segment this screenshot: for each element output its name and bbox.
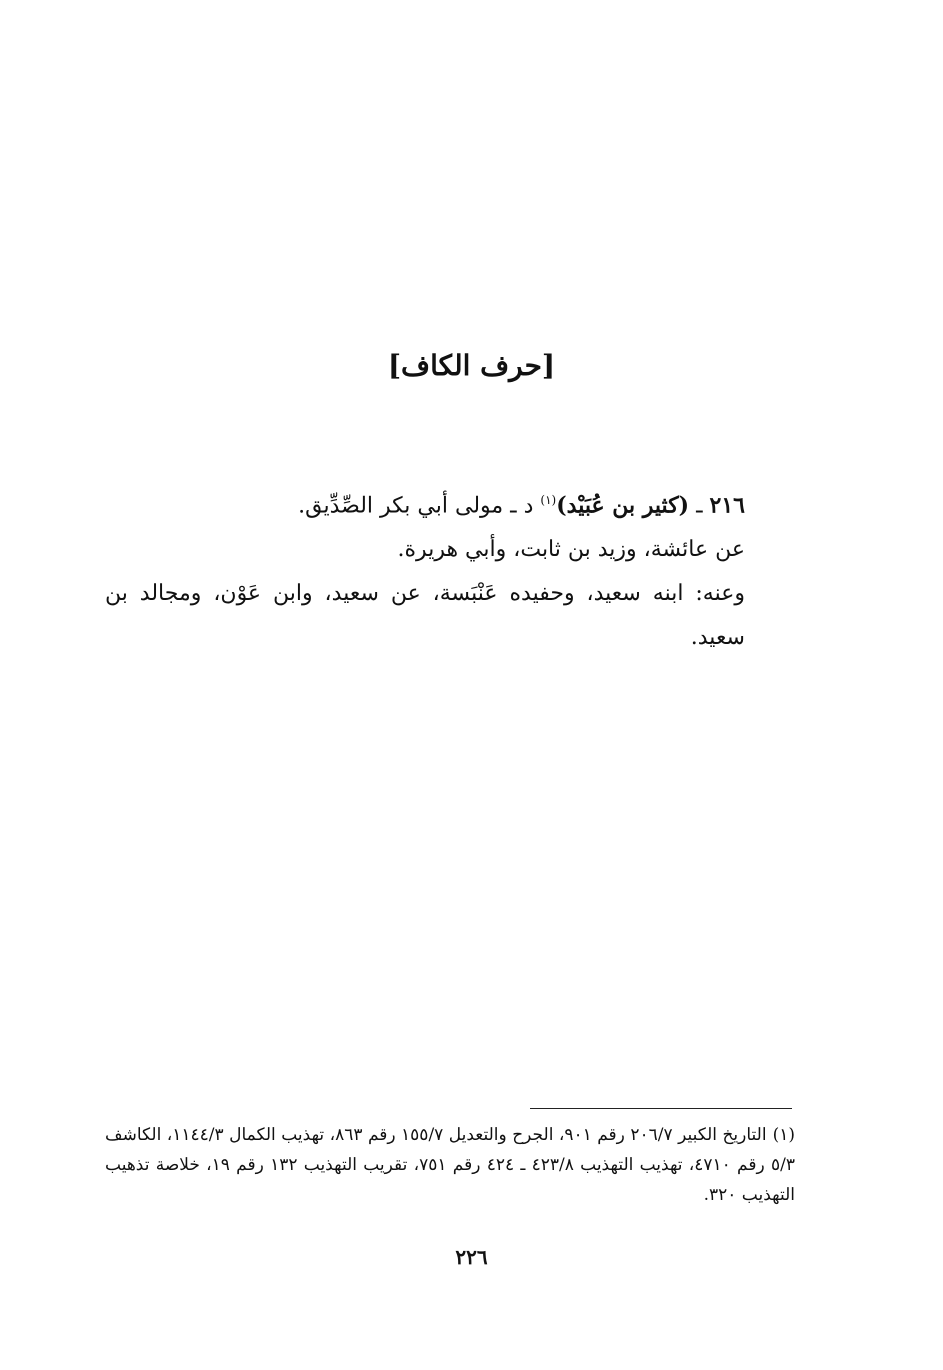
footnote-reference: (١) — [540, 493, 557, 507]
chapter-title: [حرف الكاف] — [387, 349, 556, 382]
narrator-name: (كثير بن عُبَيْد) — [556, 492, 690, 519]
footnote — [105, 1120, 795, 1210]
narrated-by-paragraph: وعنه: ابنه سعيد، وحفيده عَنْبَسة، عن سعيد، وابن عَوْن، ومجالد بن سعيد. — [105, 581, 745, 651]
page-number: ٢٢٦ — [455, 1245, 488, 1269]
entry-number: ٢١٦ — [709, 492, 745, 519]
footnote-marker: (١) — [772, 1125, 795, 1145]
biography-entry — [105, 478, 745, 660]
narrator-description: د ـ مولى أبي بكر الصِّدِّيق. — [298, 493, 534, 519]
narrates-from-line: عن عائشة، وزيد بن ثابت، وأبي هريرة. — [397, 537, 745, 563]
entry-separator: ـ — [696, 493, 703, 519]
footnote-divider — [530, 1108, 792, 1109]
footnote-text: التاريخ الكبير ٢٠٦/٧ رقم ٩٠١، الجرح والتعديل ١٥٥/٧ رقم ٨٦٣، تهذيب الكمال ١١٤٤/٣، الكاشف ٥/٣ رقم ٤٧١٠، تهذيب التهذيب ٤٢٣/٨ ـ ٤٢٤ رقم ٧٥١، تقريب التهذيب ١٣٢ رقم ١٩، خلاصة تذهيب التهذيب ٣٢٠. — [105, 1125, 795, 1205]
entry-heading-line — [105, 478, 745, 528]
